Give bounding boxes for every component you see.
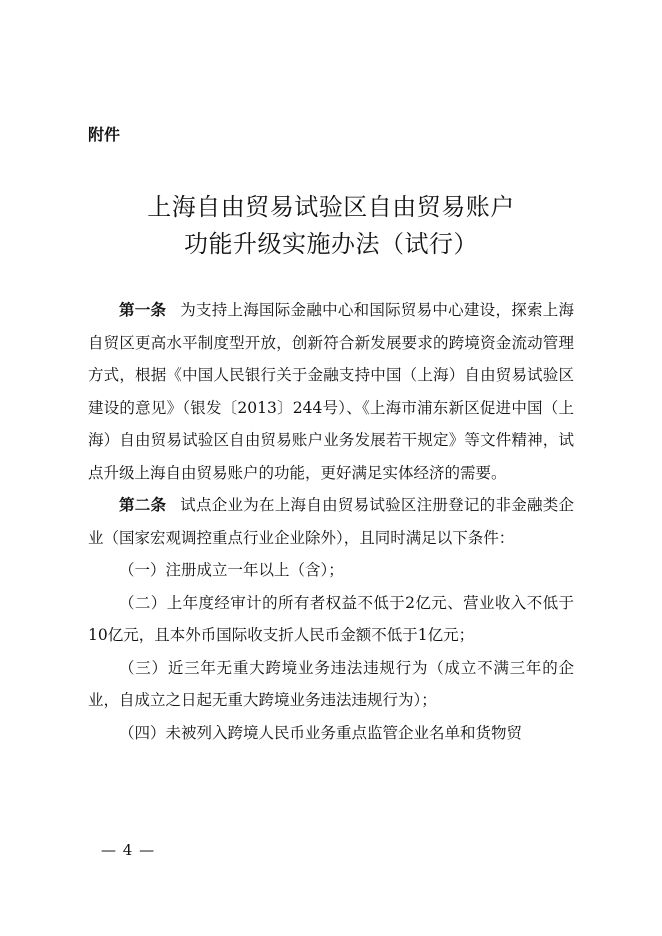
document-title-line-2: 功能升级实施办法（试行）	[184, 230, 478, 258]
article-1-label: 第一条	[119, 301, 167, 319]
condition-item-2: （二）上年度经审计的所有者权益不低于2亿元、营业收入不低于10亿元，且本外币国际收支折人民币金额不低于1亿元；	[88, 593, 574, 644]
attachment-label: 附件	[88, 125, 121, 144]
document-body	[88, 294, 574, 749]
document-title-line-1: 上海自由贸易试验区自由贸易账户	[147, 193, 515, 221]
article-2	[88, 489, 574, 554]
condition-item-3: （三）近三年无重大跨境业务违法违规行为（成立不满三年的企业，自成立之日起无重大跨境业务违法违规行为）；	[88, 658, 574, 709]
article-2-label: 第二条	[119, 496, 167, 514]
condition-item-4: （四）未被列入跨境人民币业务重点监管企业名单和货物贸	[119, 723, 523, 742]
page-number: — 4 —	[101, 841, 156, 859]
article-1-text: 为支持上海国际金融中心和国际贸易中心建设，探索上海自贸区更高水平制度型开放，创新符合新发展要求的跨境资金流动管理方式，根据《中国人民银行关于金融支持中国（上海）自由贸易试验区建设的意见》（银发〔2013〕244号）、《上海市浦东新区促进中国（上海）自由贸易试验区自由贸易账户业务发展若干规定》等文件精神，试点升级上海自由贸易账户的功能，更好满足实体经济的需要。	[88, 301, 574, 482]
condition-item-1: （一）注册成立一年以上（含）；	[119, 561, 344, 579]
article-2-text: 试点企业为在上海自由贸易试验区注册登记的非金融类企业（国家宏观调控重点行业企业除外），且同时满足以下条件：	[88, 496, 574, 547]
article-1	[88, 294, 574, 489]
